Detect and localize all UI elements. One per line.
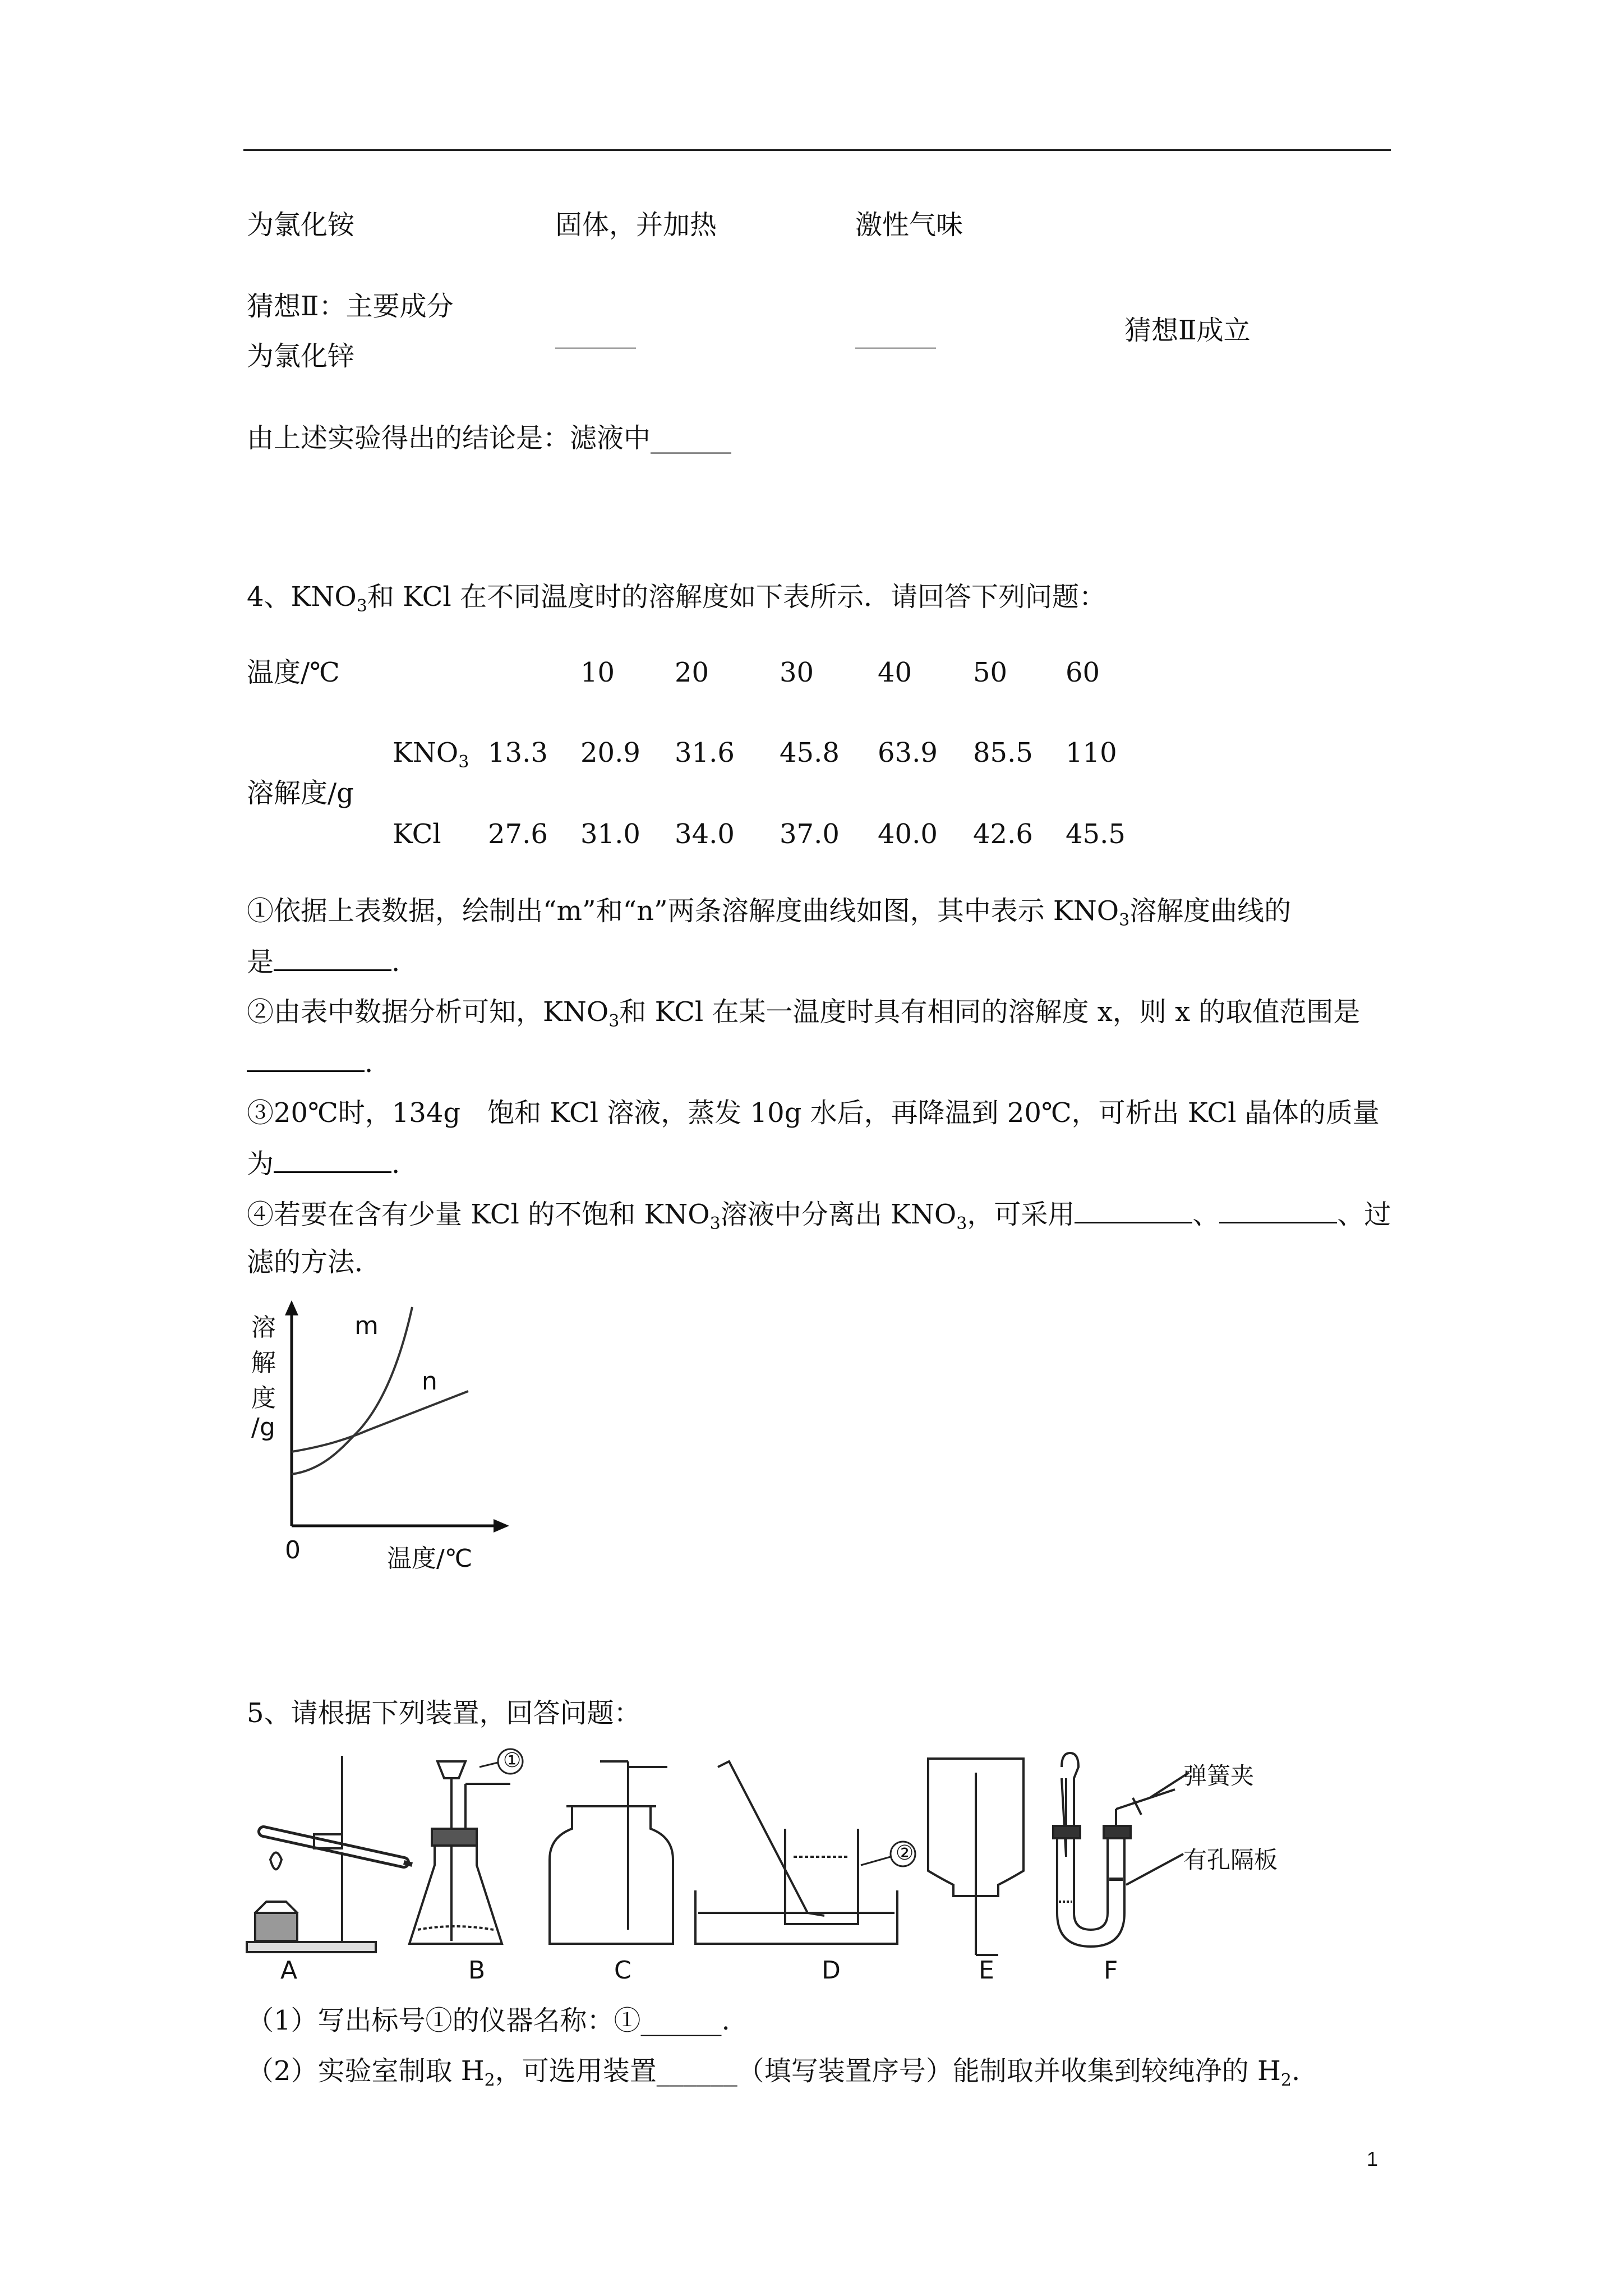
kcl-value: 40.0 bbox=[878, 818, 938, 850]
table-cell-r2c4: 猜想Ⅱ成立 bbox=[1124, 315, 1251, 346]
kcl-value: 27.6 bbox=[488, 818, 548, 850]
kno3-label: $KNO_3$ bbox=[393, 737, 469, 772]
table-cell-r2c2-blank: ______ bbox=[555, 318, 636, 349]
marker-1: ① bbox=[503, 1749, 522, 1772]
kcl-value: 34.0 bbox=[675, 818, 735, 850]
apparatus-c bbox=[550, 1761, 673, 1944]
table-cell-r1c2: 固体，并加热 bbox=[555, 209, 717, 241]
temp-value: 30 bbox=[780, 657, 814, 688]
q4-part4-line2: 滤的方法． bbox=[247, 1246, 382, 1278]
kno3-value: 13.3 bbox=[488, 737, 548, 769]
x-axis-label: 温度/℃ bbox=[387, 1544, 473, 1573]
label-d: D bbox=[822, 1956, 841, 1985]
q5-intro: 5、请根据下列装置，回答问题： bbox=[247, 1697, 641, 1729]
q4-part2-line1: ②由表中数据分析可知，$KNO_3$和 KCl 在某一温度时具有相同的溶解度 x，则 x 的取值范围是 bbox=[247, 996, 1361, 1031]
kcl-value: 45.5 bbox=[1066, 818, 1126, 850]
label-e: E bbox=[979, 1956, 994, 1985]
temp-label: 温度/℃ bbox=[247, 657, 340, 688]
y-axis-label-char: 溶 bbox=[251, 1313, 276, 1342]
q4-part4-line1: ④若要在含有少量 KCl 的不饱和 $KNO_3$溶液中分离出 $KNO_3$，可采用 、 、过 bbox=[247, 1199, 1391, 1234]
solubility-curve-graph bbox=[241, 1290, 522, 1582]
temp-value: 60 bbox=[1066, 657, 1100, 688]
label-f: F bbox=[1104, 1956, 1118, 1985]
apparatus-f bbox=[1053, 1753, 1189, 1947]
q4-part3-line1: ③20℃时，134g 饱和 KCl 溶液，蒸发 10g 水后，再降温到 20℃，可析出 KCl 晶体的质量 bbox=[247, 1097, 1380, 1129]
kno3-value: 45.8 bbox=[780, 737, 840, 769]
kno3-value: 20.9 bbox=[580, 737, 640, 769]
solubility-label: 溶解度/g bbox=[247, 777, 354, 809]
q4-part1-line1: ①依据上表数据，绘制出“m”和“n”两条溶解度曲线如图，其中表示 $KNO_3$溶解度曲线的 bbox=[247, 895, 1292, 930]
apparatus-d bbox=[695, 1761, 897, 1944]
kno3-value: 31.6 bbox=[675, 737, 735, 769]
curve-m-label: m bbox=[354, 1312, 379, 1340]
marker-2: ② bbox=[896, 1842, 914, 1865]
temp-value: 20 bbox=[675, 657, 709, 688]
y-axis-label-char: /g bbox=[251, 1413, 275, 1442]
table-cell-r2c1-line2: 为氯化锌 bbox=[247, 341, 355, 372]
temp-value: 10 bbox=[580, 657, 615, 688]
q4-part1-line2: 是 . bbox=[247, 946, 400, 978]
q4-part2-line2: . bbox=[247, 1048, 373, 1076]
kno3-value: 63.9 bbox=[878, 737, 938, 769]
q4-part3-line2: 为 . bbox=[247, 1148, 400, 1180]
temp-value: 40 bbox=[878, 657, 912, 688]
apparatus-diagram bbox=[241, 1745, 1335, 1980]
apparatus-e bbox=[928, 1759, 1023, 1955]
page-number: 1 bbox=[1367, 2147, 1378, 2170]
label-b: B bbox=[468, 1956, 486, 1985]
apparatus-a bbox=[247, 1756, 412, 1952]
header-rule bbox=[243, 149, 1391, 151]
origin-label: 0 bbox=[285, 1536, 301, 1565]
table-cell-r2c3-blank: ______ bbox=[855, 318, 936, 349]
apparatus-b bbox=[409, 1761, 510, 1944]
kcl-value: 37.0 bbox=[780, 818, 840, 850]
label-c: C bbox=[614, 1956, 631, 1985]
spring-clip-label: 弹簧夹 bbox=[1183, 1762, 1255, 1789]
table-cell-r2c1-line1: 猜想Ⅱ：主要成分 bbox=[247, 291, 454, 322]
table-cell-r1c3: 激性气味 bbox=[855, 209, 963, 241]
kcl-value: 42.6 bbox=[973, 818, 1033, 850]
y-axis-label-char: 解 bbox=[251, 1349, 276, 1377]
kno3-value: 110 bbox=[1066, 737, 1117, 769]
kcl-value: 31.0 bbox=[580, 818, 640, 850]
table-cell-r1c1: 为氯化铵 bbox=[247, 209, 355, 241]
kcl-label: KCl bbox=[393, 818, 441, 850]
q5-part2: （2）实验室制取 $H_2$，可选用装置______（填写装置序号）能制取并收集到较纯净的 $H_2$. bbox=[247, 2055, 1301, 2090]
conclusion-line: 由上述实验得出的结论是：滤液中______ bbox=[247, 422, 732, 454]
q5-part1: （1）写出标号①的仪器名称：①______. bbox=[247, 2005, 730, 2036]
y-axis-label-char: 度 bbox=[251, 1384, 276, 1412]
kno3-value: 85.5 bbox=[973, 737, 1033, 769]
curve-n-label: n bbox=[422, 1367, 437, 1396]
temp-value: 50 bbox=[973, 657, 1008, 688]
perforated-plate-label: 有孔隔板 bbox=[1183, 1846, 1278, 1874]
label-a: A bbox=[280, 1956, 298, 1985]
q4-intro: 4、$KNO_3$和 KCl 在不同温度时的溶解度如下表所示．请回答下列问题： bbox=[247, 581, 1106, 616]
